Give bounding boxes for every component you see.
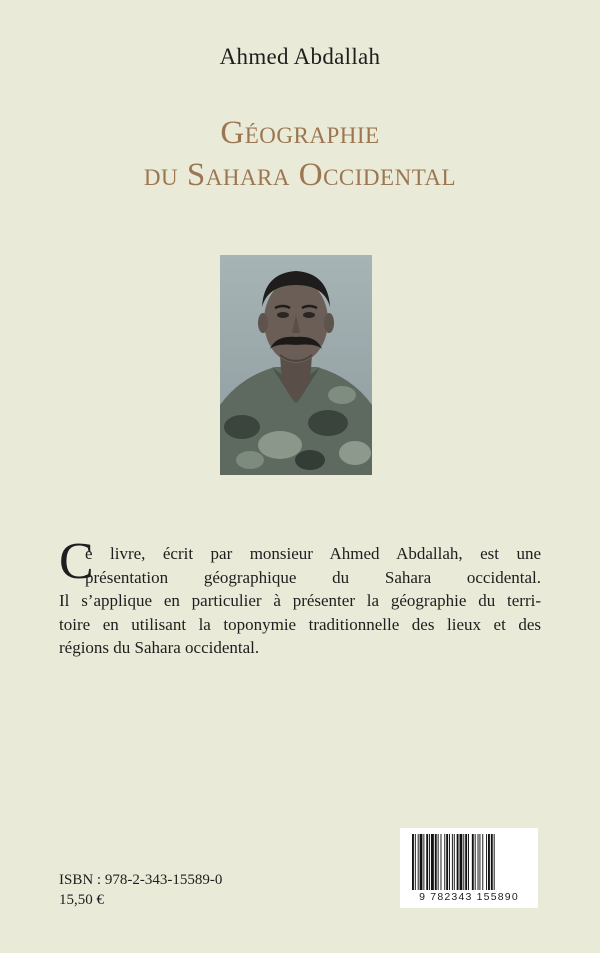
barcode-bar [460,834,463,890]
barcode-bar [420,834,423,890]
barcode-bar [457,834,459,890]
description-line: régions du Sahara occidental. [59,638,260,657]
price: 15,50 € [59,892,104,908]
barcode-digits: 9 782343 155890 [419,891,519,903]
barcode-bar [478,834,479,890]
drop-cap: C [59,533,94,590]
barcode-bar [465,834,467,890]
book-title [0,112,600,196]
barcode-bar [472,834,474,890]
barcode-bar [463,834,464,890]
barcode-bar [491,834,493,890]
barcode-bar [441,834,442,890]
title-line-2: du Sahara Occidental [143,157,457,193]
barcode-bar [452,834,453,890]
barcode-bar [412,834,414,890]
barcode-bar [444,834,445,890]
barcode-bar [486,834,487,890]
barcode-bar [454,834,455,890]
description-line: présentation géographique du Sahara occidental. [85,567,541,587]
barcode-bar [418,834,419,890]
barcode-bar [426,834,428,890]
barcode-bar [488,834,490,890]
barcode-bar [449,834,450,890]
description-line: Il s’applique en particulier à présenter la géographie du terri- [59,591,541,610]
barcode-bar [423,834,424,890]
author-portrait [220,255,372,475]
author-name: Ahmed Abdallah [219,44,381,69]
description-line: e livre, écrit par monsieur Ahmed Abdallah, est une [85,544,541,563]
barcode-bar [438,834,439,890]
barcode-bar [431,834,434,890]
book-description [59,533,541,660]
barcode-bar [446,834,448,890]
barcode [400,828,538,908]
barcode-bar [429,834,430,890]
barcode-bars [412,834,526,890]
barcode-bar [435,834,437,890]
barcode-bar [468,834,469,890]
barcode-bar [494,834,495,890]
isbn: ISBN : 978-2-343-15589-0 [59,872,223,888]
barcode-bar [482,834,483,890]
title-line-1: Géographie [220,115,380,151]
description-line: toire en utilisant la toponymie traditionnelle des lieux et des [59,614,541,634]
barcode-bar [415,834,416,890]
barcode-bar [479,834,480,890]
barcode-bar [475,834,476,890]
